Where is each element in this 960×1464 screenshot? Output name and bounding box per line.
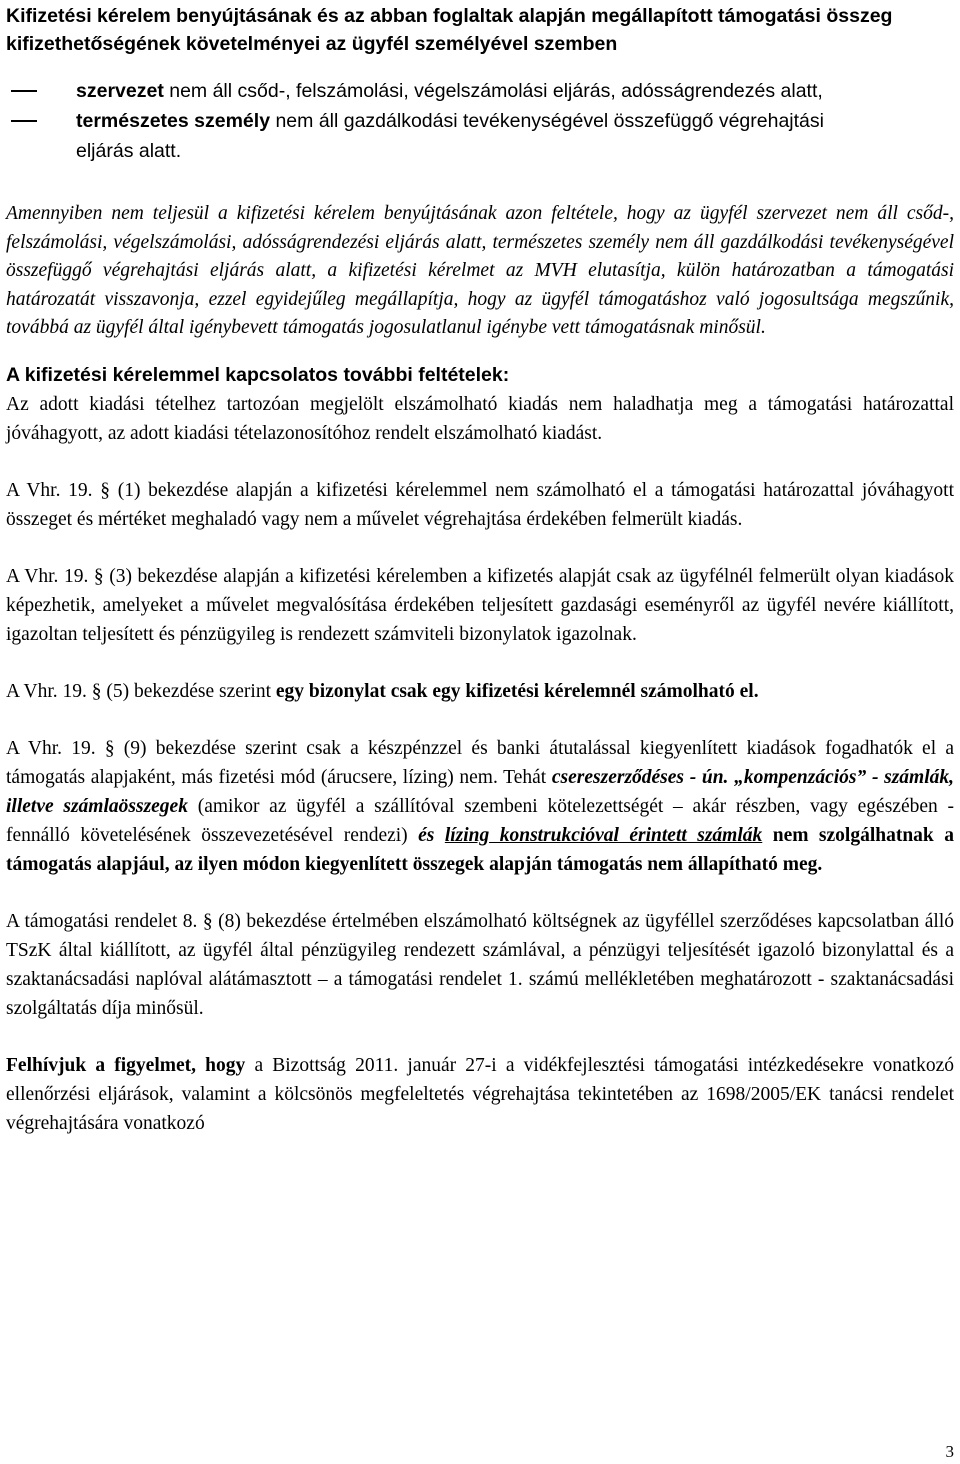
page-number: 3: [945, 1442, 954, 1461]
paragraph-emphasis: Felhívjuk a figyelmet, hogy: [6, 1054, 246, 1076]
sanction-paragraph: Amennyiben nem teljesül a kifizetési kérelem benyújtásának azon feltétele, hogy az ügyfél szervezet nem áll csőd-, felszámolási, végelszámolási, adósságrendezési eljárás alatt, természetes személy nem áll gazdálkodási tevékenységével összefüggő végrehajtási eljárás alatt, a kifizetési kérelmet az MVH elutasítja, külön határozatban a támogatási határozatát visszavonja, ezzel egyidejűleg megállapítja, hogy az ügyfél támogatáshoz való jogosultsága megszűnik, továbbá az ügyfél által igénybevett támogatás jogosulatlanul igénybe vett támogatásnak minősül.: [6, 203, 954, 339]
list-item-continuation-text: eljárás alatt.: [76, 140, 182, 162]
paragraph: Az adott kiadási tételhez tartozóan megjelölt elszámolható kiadás nem haladhatja meg a támogatási határozattal jóváhagyott, az adott kiadási tételazonosítóhoz rendelt elszámolható kiadást.: [6, 393, 954, 444]
paragraph-text: (amikor az ügyfél a szállítóval szembeni kötelezettségét – akár részben, vagy egészében - fennálló követelésének összevezetésével rendezi): [6, 795, 954, 846]
dash-bullet-icon: [11, 120, 37, 122]
paragraph-emphasis: és: [418, 824, 445, 846]
list-item-subject: természetes személy: [76, 110, 271, 132]
paragraph-emphasis: csereszerződéses - ún. „kompenzációs” - számlák, illetve számlaösszegek: [6, 766, 955, 817]
paragraph: A Vhr. 19. § (1) bekezdése alapján a kifizetési kérelemmel nem számolható el a támogatási határozattal jóváhagyott összeget és mértéket meghaladó vagy nem a művelet végrehajtása érdekében felmerült kiadás.: [6, 479, 954, 530]
paragraph-text: A Vhr. 19. § (9) bekezdése szerint csak a készpénzzel és banki átutalással kiegyenlített kiadások fogadhatók el a támogatás alapjaként, más fizetési mód (árucsere, lízing) nem. Tehát: [6, 737, 954, 788]
paragraph-text: a Bizottság 2011. január 27-i a vidékfejlesztési támogatási intézkedésekre vonatkozó ellenőrzési eljárások, valamint a kölcsönös megfeleltetés végrehajtása tekintetében az 1698/2005/EK tanácsi rendelet végrehajtására vonatkozó: [6, 1054, 955, 1134]
list-item-continuation: [6, 136, 954, 166]
paragraph: [6, 1051, 954, 1138]
section-heading: Kifizetési kérelem benyújtásának és az abban foglaltak alapján megállapított támogatási összeg kifizethetőségének követelményei az ügyfél személyével szemben: [6, 5, 893, 55]
paragraph: [6, 734, 954, 879]
paragraph: [6, 677, 954, 706]
document-page: [6, 0, 954, 1138]
list-item-text: nem áll gazdálkodási tevékenységével összefüggő végrehajtási: [270, 110, 824, 132]
paragraph: A Vhr. 19. § (3) bekezdése alapján a kifizetési kérelemben a kifizetés alapját csak az ügyfélnél felmerült olyan kiadások képezhetik, amelyeket a művelet megvalósítása érdekében teljesített gazdasági eseményről az ügyfél nevére kiállított, igazoltan teljesített és pénzügyileg is rendezett számviteli bizonylatok igazolnak.: [6, 565, 954, 645]
paragraph-emphasis-underlined: lízing konstrukcióval érintett számlák: [444, 824, 763, 846]
paragraph-emphasis: nem szolgálhatnak a támogatás alapjául, az ilyen módon kiegyenlített összegek alapján támogatás nem állapítható meg.: [6, 824, 954, 875]
list-item: [6, 76, 954, 106]
dash-bullet-icon: [11, 90, 37, 92]
list-item-subject: szervezet: [76, 80, 164, 102]
paragraph: A támogatási rendelet 8. § (8) bekezdése értelmében elszámolható költségnek az ügyféllel szerződéses kapcsolatban álló TSzK által kiállított, az ügyfél által pénzügyileg rendezett számlával, a pénzügyi teljesítését igazoló bizonylattal és a szaktanácsadási naplóval alátámasztott – a támogatási rendelet 1. számú mellékletében meghatározott - szaktanácsadási szolgáltatás díja minősül.: [6, 910, 954, 1019]
requirements-list: [6, 76, 954, 166]
subsection-title: A kifizetési kérelemmel kapcsolatos további feltételek:: [6, 363, 510, 386]
paragraph-text: A Vhr. 19. § (5) bekezdése szerint: [6, 680, 276, 702]
list-item-text: nem áll csőd-, felszámolási, végelszámolási eljárás, adósságrendezés alatt,: [163, 80, 823, 102]
list-item: [6, 106, 954, 136]
paragraph-emphasis: egy bizonylat csak egy kifizetési kérelemnél számolható el.: [275, 680, 759, 702]
